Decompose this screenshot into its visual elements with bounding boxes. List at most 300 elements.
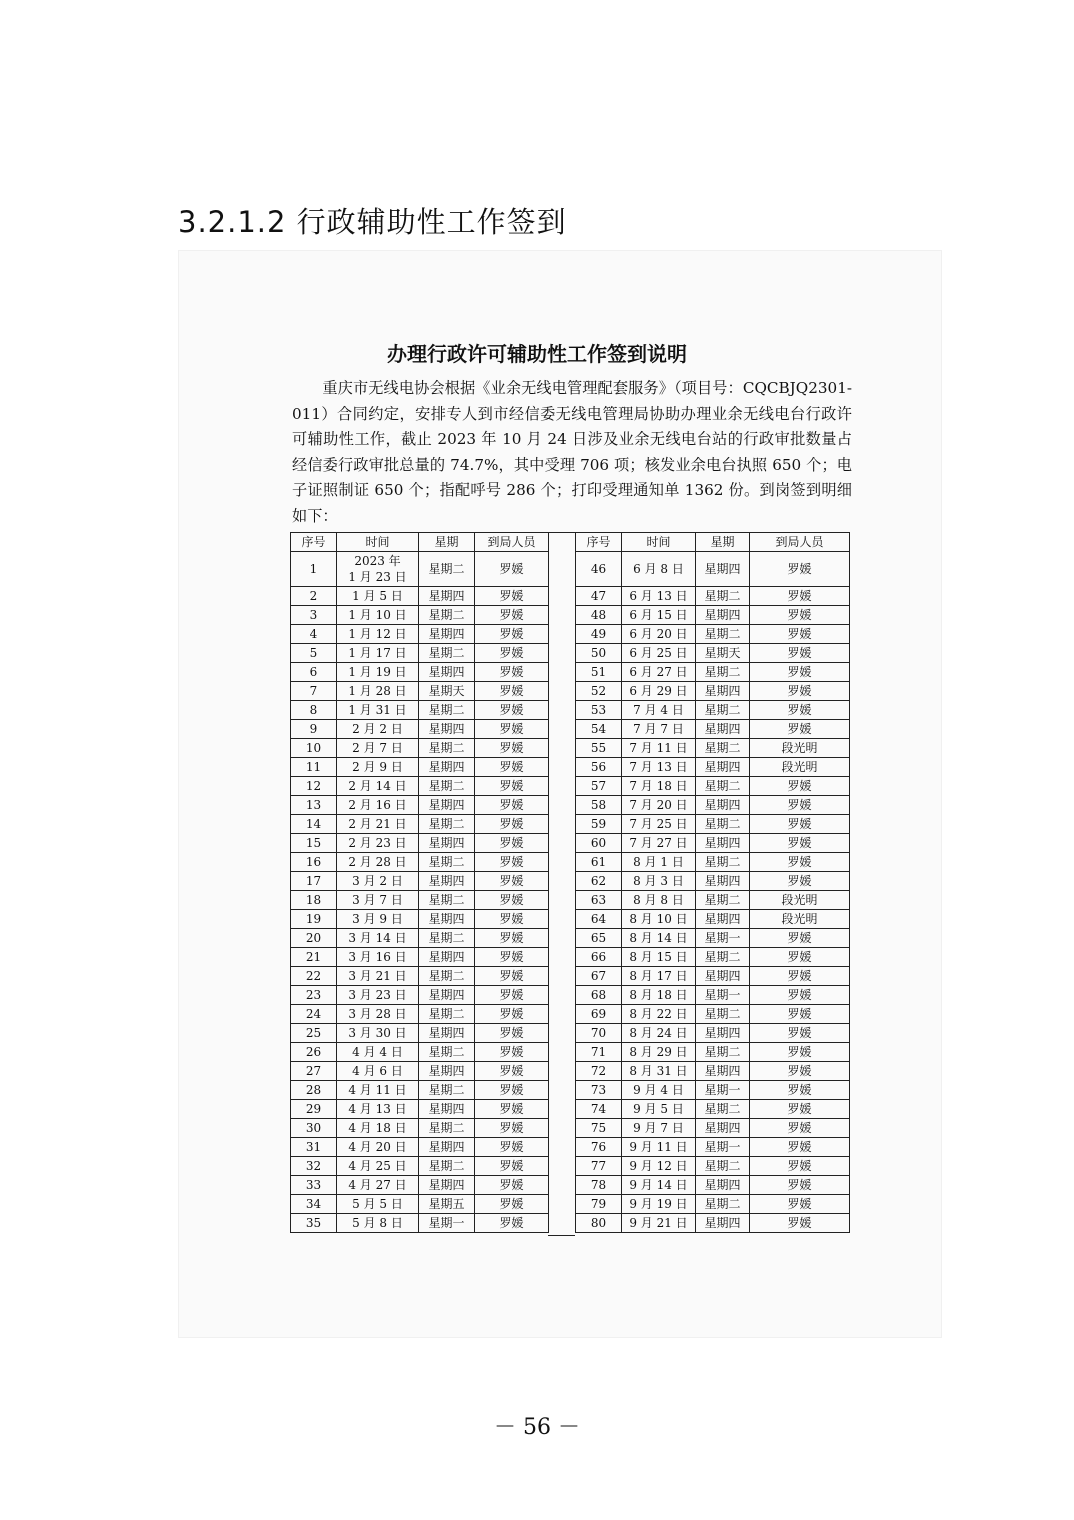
table-row: [576, 1081, 850, 1100]
cell-date: 7 月 25 日: [622, 815, 696, 834]
cell-staff: 罗媛: [750, 625, 850, 644]
cell-staff: 罗媛: [475, 891, 549, 910]
cell-staff: 罗媛: [750, 663, 850, 682]
cell-date: 1 月 12 日: [337, 625, 419, 644]
cell-index: 58: [576, 796, 622, 815]
page-number: － 56 －: [494, 1415, 580, 1440]
cell-staff: 罗媛: [475, 1024, 549, 1043]
cell-index: 46: [576, 552, 622, 587]
cell-index: 7: [291, 682, 337, 701]
cell-weekday: 星期四: [696, 872, 750, 891]
cell-date: 1 月 19 日: [337, 663, 419, 682]
table-row: [291, 1157, 549, 1176]
cell-weekday: 星期一: [696, 986, 750, 1005]
cell-index: 80: [576, 1214, 622, 1233]
cell-index: 23: [291, 986, 337, 1005]
cell-staff: 罗媛: [475, 1138, 549, 1157]
cell-staff: 罗媛: [750, 929, 850, 948]
cell-staff: 罗媛: [475, 625, 549, 644]
cell-date: 9 月 5 日: [622, 1100, 696, 1119]
table-row: [576, 552, 850, 587]
cell-index: 21: [291, 948, 337, 967]
table-row: [291, 986, 549, 1005]
cell-weekday: 星期四: [419, 587, 475, 606]
cell-index: 10: [291, 739, 337, 758]
cell-index: 74: [576, 1100, 622, 1119]
cell-date: 2 月 14 日: [337, 777, 419, 796]
cell-weekday: 星期四: [696, 1062, 750, 1081]
cell-staff: 罗媛: [475, 853, 549, 872]
cell-weekday: 星期二: [419, 644, 475, 663]
cell-weekday: 星期天: [696, 644, 750, 663]
cell-weekday: 星期天: [419, 682, 475, 701]
cell-staff: 罗媛: [475, 1214, 549, 1233]
cell-index: 73: [576, 1081, 622, 1100]
cell-index: 60: [576, 834, 622, 853]
cell-index: 2: [291, 587, 337, 606]
cell-index: 69: [576, 1005, 622, 1024]
cell-staff: 罗媛: [475, 644, 549, 663]
cell-staff: 罗媛: [750, 853, 850, 872]
cell-date: 2 月 16 日: [337, 796, 419, 815]
cell-index: 1: [291, 552, 337, 587]
cell-index: 63: [576, 891, 622, 910]
cell-index: 13: [291, 796, 337, 815]
cell-date: 6 月 27 日: [622, 663, 696, 682]
table-row: [576, 929, 850, 948]
cell-staff: 罗媛: [475, 739, 549, 758]
cell-index: 29: [291, 1100, 337, 1119]
cell-weekday: 星期四: [696, 682, 750, 701]
table-row: [291, 625, 549, 644]
cell-staff: 罗媛: [750, 967, 850, 986]
cell-index: 26: [291, 1043, 337, 1062]
table-row: [291, 948, 549, 967]
intro-paragraph: 重庆市无线电协会根据《业余无线电管理配套服务》（项目号：CQCBJQ2301-011）合同约定，安排专人到市经信委无线电管理局协助办理业余无线电台行政许可辅助性工作，截止 2023 年 10 月 24 日涉及业余无线电台站的行政审批数量占经信委行政审批总量的 74.7%，其中受理 706 项；核发业余电台执照 650 个；电子证照制证 650 个；指配呼号 286 个；打印受理通知单 1362 份。到岗签到明细如下：: [292, 379, 852, 525]
cell-index: 76: [576, 1138, 622, 1157]
cell-date: 2 月 28 日: [337, 853, 419, 872]
cell-date: 3 月 21 日: [337, 967, 419, 986]
cell-weekday: 星期四: [419, 720, 475, 739]
cell-date: 8 月 1 日: [622, 853, 696, 872]
table-row: [576, 587, 850, 606]
cell-weekday: 星期二: [419, 1119, 475, 1138]
cell-index: 48: [576, 606, 622, 625]
cell-index: 34: [291, 1195, 337, 1214]
cell-weekday: 星期四: [696, 1024, 750, 1043]
cell-index: 14: [291, 815, 337, 834]
table-row: [576, 1138, 850, 1157]
cell-weekday: 星期四: [419, 796, 475, 815]
table-row: [576, 720, 850, 739]
table-row: [291, 1214, 549, 1233]
table-header-row: [291, 533, 549, 552]
table-row: [291, 663, 549, 682]
table-row: [291, 834, 549, 853]
header-staff: 到局人员: [475, 533, 549, 552]
cell-date: 9 月 11 日: [622, 1138, 696, 1157]
cell-weekday: 星期四: [419, 1062, 475, 1081]
cell-staff: 罗媛: [750, 815, 850, 834]
cell-weekday: 星期四: [696, 796, 750, 815]
cell-staff: 罗媛: [475, 1043, 549, 1062]
cell-date: 9 月 14 日: [622, 1176, 696, 1195]
table-row: [576, 986, 850, 1005]
cell-date: 8 月 24 日: [622, 1024, 696, 1043]
section-heading: 3.2.1.2 行政辅助性工作签到: [178, 205, 567, 239]
cell-index: 28: [291, 1081, 337, 1100]
table-row: [576, 1214, 850, 1233]
table-row: [576, 1195, 850, 1214]
cell-date: 3 月 7 日: [337, 891, 419, 910]
cell-date: 4 月 6 日: [337, 1062, 419, 1081]
table-row: [291, 796, 549, 815]
cell-weekday: 星期二: [696, 948, 750, 967]
cell-index: 5: [291, 644, 337, 663]
header-date: 时间: [337, 533, 419, 552]
cell-staff: 罗媛: [750, 777, 850, 796]
table-row: [576, 1157, 850, 1176]
table-row: [291, 1100, 549, 1119]
cell-staff: 罗媛: [475, 682, 549, 701]
cell-weekday: 星期四: [419, 1138, 475, 1157]
table-row: [291, 777, 549, 796]
cell-staff: 罗媛: [475, 967, 549, 986]
cell-staff: 罗媛: [475, 758, 549, 777]
cell-weekday: 星期四: [696, 1214, 750, 1233]
cell-date: 3 月 23 日: [337, 986, 419, 1005]
cell-weekday: 星期二: [696, 1195, 750, 1214]
table-row: [291, 1176, 549, 1195]
cell-weekday: 星期二: [419, 1157, 475, 1176]
cell-date: 1 月 28 日: [337, 682, 419, 701]
cell-staff: 罗媛: [750, 1176, 850, 1195]
table-row: [576, 1062, 850, 1081]
cell-index: 3: [291, 606, 337, 625]
table-row: [291, 1119, 549, 1138]
cell-weekday: 星期二: [696, 625, 750, 644]
cell-staff: 罗媛: [750, 701, 850, 720]
cell-index: 70: [576, 1024, 622, 1043]
table-row: [576, 853, 850, 872]
cell-index: 15: [291, 834, 337, 853]
cell-date: 4 月 20 日: [337, 1138, 419, 1157]
header-date: 时间: [622, 533, 696, 552]
cell-weekday: 星期四: [696, 1119, 750, 1138]
cell-date: 7 月 11 日: [622, 739, 696, 758]
cell-staff: 罗媛: [475, 986, 549, 1005]
cell-index: 72: [576, 1062, 622, 1081]
cell-weekday: 星期二: [696, 853, 750, 872]
cell-index: 54: [576, 720, 622, 739]
table-row: [576, 834, 850, 853]
cell-weekday: 星期二: [419, 929, 475, 948]
cell-index: 18: [291, 891, 337, 910]
cell-weekday: 星期二: [419, 701, 475, 720]
table-row: [291, 853, 549, 872]
cell-index: 66: [576, 948, 622, 967]
cell-staff: 罗媛: [475, 1195, 549, 1214]
cell-weekday: 星期二: [419, 1081, 475, 1100]
cell-index: 75: [576, 1119, 622, 1138]
cell-weekday: 星期四: [419, 872, 475, 891]
table-row: [291, 720, 549, 739]
cell-index: 71: [576, 1043, 622, 1062]
cell-date: 1 月 5 日: [337, 587, 419, 606]
cell-index: 8: [291, 701, 337, 720]
cell-index: 33: [291, 1176, 337, 1195]
cell-date: 8 月 31 日: [622, 1062, 696, 1081]
cell-date: 7 月 27 日: [622, 834, 696, 853]
table-row: [576, 796, 850, 815]
cell-staff: 罗媛: [750, 552, 850, 587]
cell-weekday: 星期五: [419, 1195, 475, 1214]
cell-index: 31: [291, 1138, 337, 1157]
cell-weekday: 星期二: [419, 1043, 475, 1062]
table-row: [291, 1043, 549, 1062]
cell-staff: 罗媛: [475, 815, 549, 834]
table-row: [291, 815, 549, 834]
cell-date: 7 月 20 日: [622, 796, 696, 815]
table-row: [576, 625, 850, 644]
cell-date: 4 月 18 日: [337, 1119, 419, 1138]
cell-weekday: 星期二: [419, 967, 475, 986]
header-staff: 到局人员: [750, 533, 850, 552]
cell-date: 9 月 7 日: [622, 1119, 696, 1138]
table-row: [291, 739, 549, 758]
cell-staff: 罗媛: [475, 1005, 549, 1024]
cell-index: 11: [291, 758, 337, 777]
cell-date: 4 月 13 日: [337, 1100, 419, 1119]
cell-index: 19: [291, 910, 337, 929]
cell-date: 8 月 17 日: [622, 967, 696, 986]
cell-index: 47: [576, 587, 622, 606]
cell-index: 77: [576, 1157, 622, 1176]
table-row: [291, 1062, 549, 1081]
cell-date: 9 月 4 日: [622, 1081, 696, 1100]
cell-date: 1 月 17 日: [337, 644, 419, 663]
cell-index: 67: [576, 967, 622, 986]
cell-date: 6 月 15 日: [622, 606, 696, 625]
cell-date: 3 月 2 日: [337, 872, 419, 891]
cell-date: [337, 552, 419, 587]
cell-weekday: 星期一: [696, 1138, 750, 1157]
cell-date: 3 月 14 日: [337, 929, 419, 948]
cell-weekday: 星期一: [419, 1214, 475, 1233]
table-row: [291, 758, 549, 777]
cell-date: 2 月 2 日: [337, 720, 419, 739]
cell-weekday: 星期二: [696, 1043, 750, 1062]
table-row: [291, 891, 549, 910]
cell-staff: 罗媛: [475, 1062, 549, 1081]
cell-date: 8 月 3 日: [622, 872, 696, 891]
cell-weekday: 星期二: [696, 1100, 750, 1119]
cell-index: 20: [291, 929, 337, 948]
table-row: [576, 1119, 850, 1138]
cell-weekday: 星期四: [419, 1024, 475, 1043]
table-row: [576, 1024, 850, 1043]
sign-in-table-right: [575, 532, 850, 1233]
cell-staff: 罗媛: [475, 948, 549, 967]
cell-staff: 段光明: [750, 910, 850, 929]
cell-staff: 段光明: [750, 739, 850, 758]
cell-staff: 罗媛: [750, 682, 850, 701]
cell-weekday: 星期四: [419, 758, 475, 777]
cell-weekday: 星期二: [696, 1157, 750, 1176]
cell-date: 8 月 15 日: [622, 948, 696, 967]
table-row: [576, 910, 850, 929]
table-row: [291, 1138, 549, 1157]
table-row: [576, 701, 850, 720]
cell-staff: 罗媛: [475, 1157, 549, 1176]
cell-staff: 罗媛: [750, 796, 850, 815]
table-row: [291, 910, 549, 929]
cell-date: 2 月 21 日: [337, 815, 419, 834]
cell-staff: 罗媛: [750, 1043, 850, 1062]
table-row: [291, 701, 549, 720]
cell-weekday: 星期二: [419, 777, 475, 796]
cell-weekday: 星期四: [419, 834, 475, 853]
header-index: 序号: [576, 533, 622, 552]
cell-weekday: 星期二: [696, 663, 750, 682]
cell-index: 59: [576, 815, 622, 834]
cell-date: 2 月 23 日: [337, 834, 419, 853]
cell-staff: 罗媛: [475, 1081, 549, 1100]
cell-date: 9 月 21 日: [622, 1214, 696, 1233]
header-weekday: 星期: [696, 533, 750, 552]
cell-date: 2 月 9 日: [337, 758, 419, 777]
cell-date: 9 月 19 日: [622, 1195, 696, 1214]
cell-staff: 罗媛: [750, 834, 850, 853]
cell-date: 9 月 12 日: [622, 1157, 696, 1176]
cell-staff: 罗媛: [475, 1100, 549, 1119]
cell-staff: 罗媛: [750, 948, 850, 967]
cell-staff: 罗媛: [475, 796, 549, 815]
cell-staff: 罗媛: [475, 701, 549, 720]
cell-date-line: 1 月 23 日: [348, 570, 407, 584]
cell-date: 2 月 7 日: [337, 739, 419, 758]
cell-index: 32: [291, 1157, 337, 1176]
cell-weekday: 星期二: [419, 606, 475, 625]
cell-staff: 罗媛: [750, 986, 850, 1005]
table-row: [291, 872, 549, 891]
cell-weekday: 星期一: [696, 1081, 750, 1100]
cell-weekday: 星期四: [696, 552, 750, 587]
cell-date: 6 月 20 日: [622, 625, 696, 644]
cell-date: 5 月 8 日: [337, 1214, 419, 1233]
header-index: 序号: [291, 533, 337, 552]
cell-staff: 罗媛: [750, 644, 850, 663]
cell-index: 64: [576, 910, 622, 929]
cell-index: 68: [576, 986, 622, 1005]
cell-date: 6 月 29 日: [622, 682, 696, 701]
cell-index: 61: [576, 853, 622, 872]
table-row: [576, 1005, 850, 1024]
cell-weekday: 星期四: [419, 1100, 475, 1119]
cell-date: 4 月 11 日: [337, 1081, 419, 1100]
cell-staff: 段光明: [750, 758, 850, 777]
cell-weekday: 星期二: [696, 891, 750, 910]
cell-date: 3 月 30 日: [337, 1024, 419, 1043]
cell-weekday: 星期二: [419, 552, 475, 587]
cell-staff: 罗媛: [750, 1005, 850, 1024]
cell-date: 7 月 13 日: [622, 758, 696, 777]
cell-index: 53: [576, 701, 622, 720]
cell-index: 55: [576, 739, 622, 758]
table-row: [291, 587, 549, 606]
cell-weekday: 星期二: [696, 587, 750, 606]
cell-staff: 段光明: [750, 891, 850, 910]
cell-index: 51: [576, 663, 622, 682]
cell-index: 65: [576, 929, 622, 948]
table-row: [576, 644, 850, 663]
cell-index: 62: [576, 872, 622, 891]
cell-staff: 罗媛: [750, 1081, 850, 1100]
cell-date: 3 月 28 日: [337, 1005, 419, 1024]
cell-index: 50: [576, 644, 622, 663]
cell-staff: 罗媛: [750, 1214, 850, 1233]
sign-in-table-left: [290, 532, 549, 1233]
cell-index: 16: [291, 853, 337, 872]
table-row: [291, 682, 549, 701]
cell-weekday: 星期四: [419, 948, 475, 967]
cell-staff: 罗媛: [750, 1119, 850, 1138]
table-row: [576, 739, 850, 758]
cell-weekday: 星期四: [696, 910, 750, 929]
table-row: [291, 929, 549, 948]
cell-date: 8 月 18 日: [622, 986, 696, 1005]
cell-index: 78: [576, 1176, 622, 1195]
cell-weekday: 星期四: [696, 720, 750, 739]
table-row: [291, 1081, 549, 1100]
table-row: [576, 891, 850, 910]
cell-staff: 罗媛: [475, 587, 549, 606]
cell-date: 6 月 25 日: [622, 644, 696, 663]
cell-index: 49: [576, 625, 622, 644]
cell-staff: 罗媛: [750, 1195, 850, 1214]
cell-index: 52: [576, 682, 622, 701]
table-row: [576, 682, 850, 701]
cell-date: 3 月 9 日: [337, 910, 419, 929]
table-row: [576, 872, 850, 891]
table-row: [291, 967, 549, 986]
cell-weekday: 星期二: [419, 853, 475, 872]
cell-staff: 罗媛: [475, 834, 549, 853]
cell-date-line: 2023 年: [354, 554, 401, 568]
cell-staff: 罗媛: [750, 1024, 850, 1043]
table-row: [291, 1005, 549, 1024]
cell-weekday: 星期四: [419, 1176, 475, 1195]
table-gap: [548, 532, 575, 1236]
cell-staff: 罗媛: [750, 1062, 850, 1081]
cell-staff: 罗媛: [475, 552, 549, 587]
cell-date: 6 月 8 日: [622, 552, 696, 587]
cell-index: 57: [576, 777, 622, 796]
cell-weekday: 星期二: [419, 891, 475, 910]
table-row: [576, 815, 850, 834]
cell-staff: 罗媛: [750, 1138, 850, 1157]
table-row: [576, 1176, 850, 1195]
table-row: [291, 1024, 549, 1043]
cell-staff: 罗媛: [750, 1157, 850, 1176]
cell-weekday: 星期二: [696, 777, 750, 796]
cell-date: 7 月 18 日: [622, 777, 696, 796]
cell-weekday: 星期二: [696, 815, 750, 834]
table-row: [576, 777, 850, 796]
cell-weekday: 星期四: [696, 834, 750, 853]
cell-index: 35: [291, 1214, 337, 1233]
cell-date: 4 月 25 日: [337, 1157, 419, 1176]
